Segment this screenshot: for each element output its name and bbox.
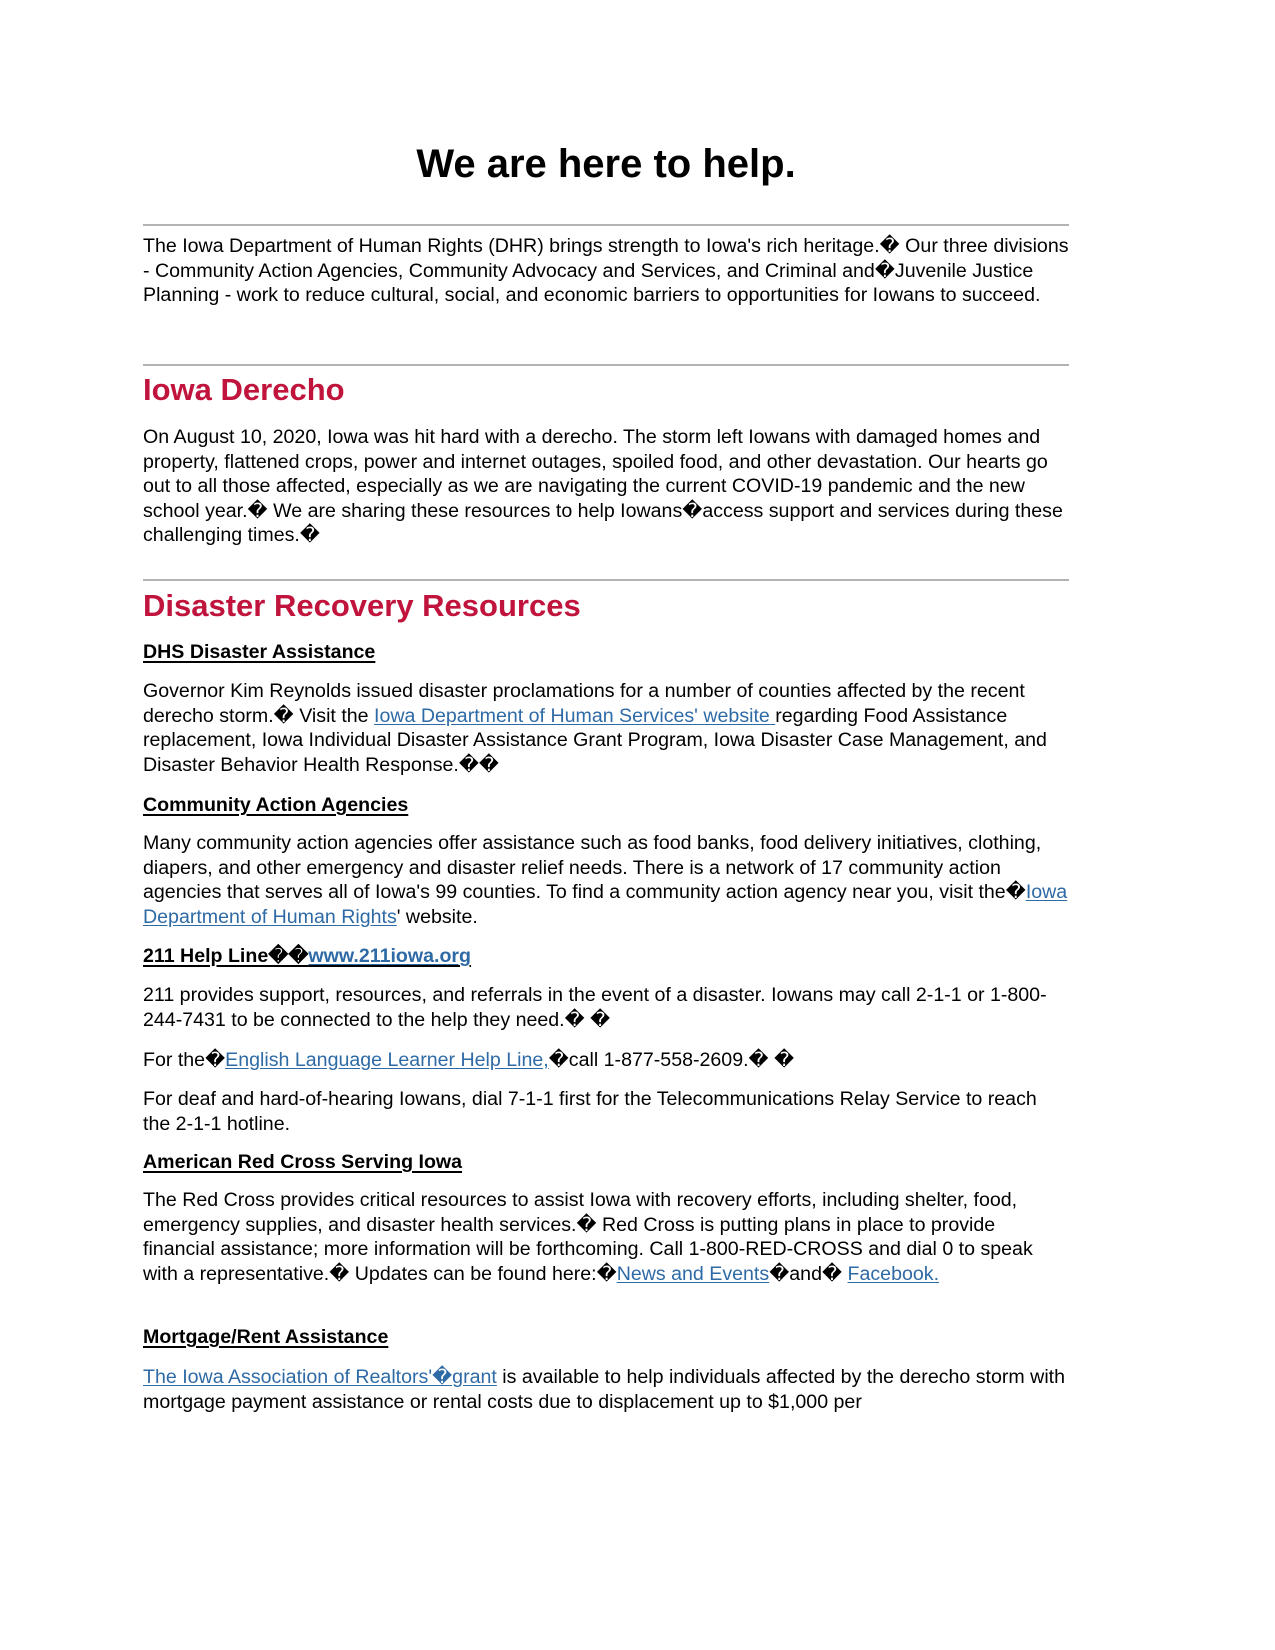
link-211iowa[interactable]: www.211iowa.org	[308, 945, 472, 967]
subheading-community-action-agencies: Community Action Agencies	[143, 794, 409, 816]
mortgage-text: is available to help individuals affected by the derecho storm with mortgage payment assistance or rental costs due to displacement up to $1,000 per	[143, 1366, 1066, 1413]
redcross-text: �and�	[769, 1262, 848, 1285]
page-title: We are here to help.	[416, 142, 796, 186]
dhs-paragraph	[143, 679, 1069, 777]
link-facebook[interactable]: Facebook.	[847, 1262, 940, 1285]
link-iowa-dhr[interactable]: Iowa Department of Human Rights	[143, 881, 1068, 928]
subheading-mortgage-rent: Mortgage/Rent Assistance	[143, 1326, 389, 1348]
dhs-text: regarding Food Assistance replacement, Iowa Individual Disaster Assistance Grant Program, Iowa Disaster Case Management, and Disaster Behavior Health Response.��	[143, 704, 1047, 776]
caa-paragraph	[143, 831, 1069, 929]
link-iowa-realtors-grant[interactable]: The Iowa Association of Realtors'�grant	[143, 1366, 497, 1388]
redcross-paragraph	[143, 1188, 1069, 1286]
dhs-text: Governor Kim Reynolds issued disaster proclamations for a number of counties affected by the recent derecho storm.� Visit the	[143, 680, 1025, 727]
derecho-paragraph: On August 10, 2020, Iowa was hit hard with a derecho. The storm left Iowans with damaged homes and property, flattened crops, power and internet outages, spoiled food, and other devastation. Our hearts go out to all those affected, especially as we are navigating the current COVID-19 pandemic and the new school year.� We are sharing these resources to help Iowans�access support and services during these challenging times.�	[143, 426, 1063, 547]
link-iowa-dhs-website[interactable]: Iowa Department of Human Services' website	[374, 704, 776, 727]
intro-paragraph: The Iowa Department of Human Rights (DHR) brings strength to Iowa's rich heritage.� Our three divisions - Community Action Agencies, Community Advocacy and Services, and Criminal and�Juvenile Justice Planning - work to reduce cultural, social, and economic barriers to opportunities for Iowans to succeed.	[143, 235, 1069, 307]
subheading-211-help-line	[143, 944, 471, 968]
divider	[143, 224, 1069, 226]
helpline-heading-text: 211 Help Line��	[143, 945, 309, 967]
section-heading-iowa-derecho: Iowa Derecho	[143, 372, 345, 407]
deaf-paragraph: For deaf and hard-of-hearing Iowans, dial 7-1-1 first for the Telecommunications Relay Service to reach the 2-1-1 hotline.	[143, 1088, 1037, 1135]
divider	[143, 364, 1069, 366]
divider	[143, 579, 1069, 581]
subheading-american-red-cross: American Red Cross Serving Iowa	[143, 1151, 463, 1173]
redcross-text: The Red Cross provides critical resources to assist Iowa with recovery efforts, including shelter, food, emergency supplies, and disaster health services.� Red Cross is putting plans in place to provide financial assistance; more information will be forthcoming. Call 1-800-RED-CROSS and dial 0 to speak with a representative.� Updates can be found here:�	[143, 1189, 1033, 1285]
mortgage-paragraph	[143, 1365, 1069, 1414]
caa-text: ' website.	[396, 905, 478, 928]
link-news-and-events[interactable]: News and Events	[616, 1262, 770, 1285]
link-ell-help-line[interactable]: English Language Learner Help Line,	[225, 1049, 549, 1071]
section-heading-disaster-recovery: Disaster Recovery Resources	[143, 588, 581, 623]
helpline-paragraph: 211 provides support, resources, and referrals in the event of a disaster. Iowans may call 2-1-1 or 1-800-244-7431 to be connected to the help they need.� �	[143, 984, 1047, 1031]
ell-text: �call 1-877-558-2609.� �	[548, 1049, 795, 1071]
caa-text: Many community action agencies offer assistance such as food banks, food delivery initiatives, clothing, diapers, and other emergency and disaster relief needs. There is a network of 17 community action agencies that serves all of Iowa's 99 counties. To find a community action agency near you, visit the�	[143, 832, 1042, 904]
ell-text: For the�	[143, 1049, 226, 1071]
ell-paragraph	[143, 1048, 1069, 1073]
subheading-dhs-disaster-assistance: DHS Disaster Assistance	[143, 641, 376, 663]
